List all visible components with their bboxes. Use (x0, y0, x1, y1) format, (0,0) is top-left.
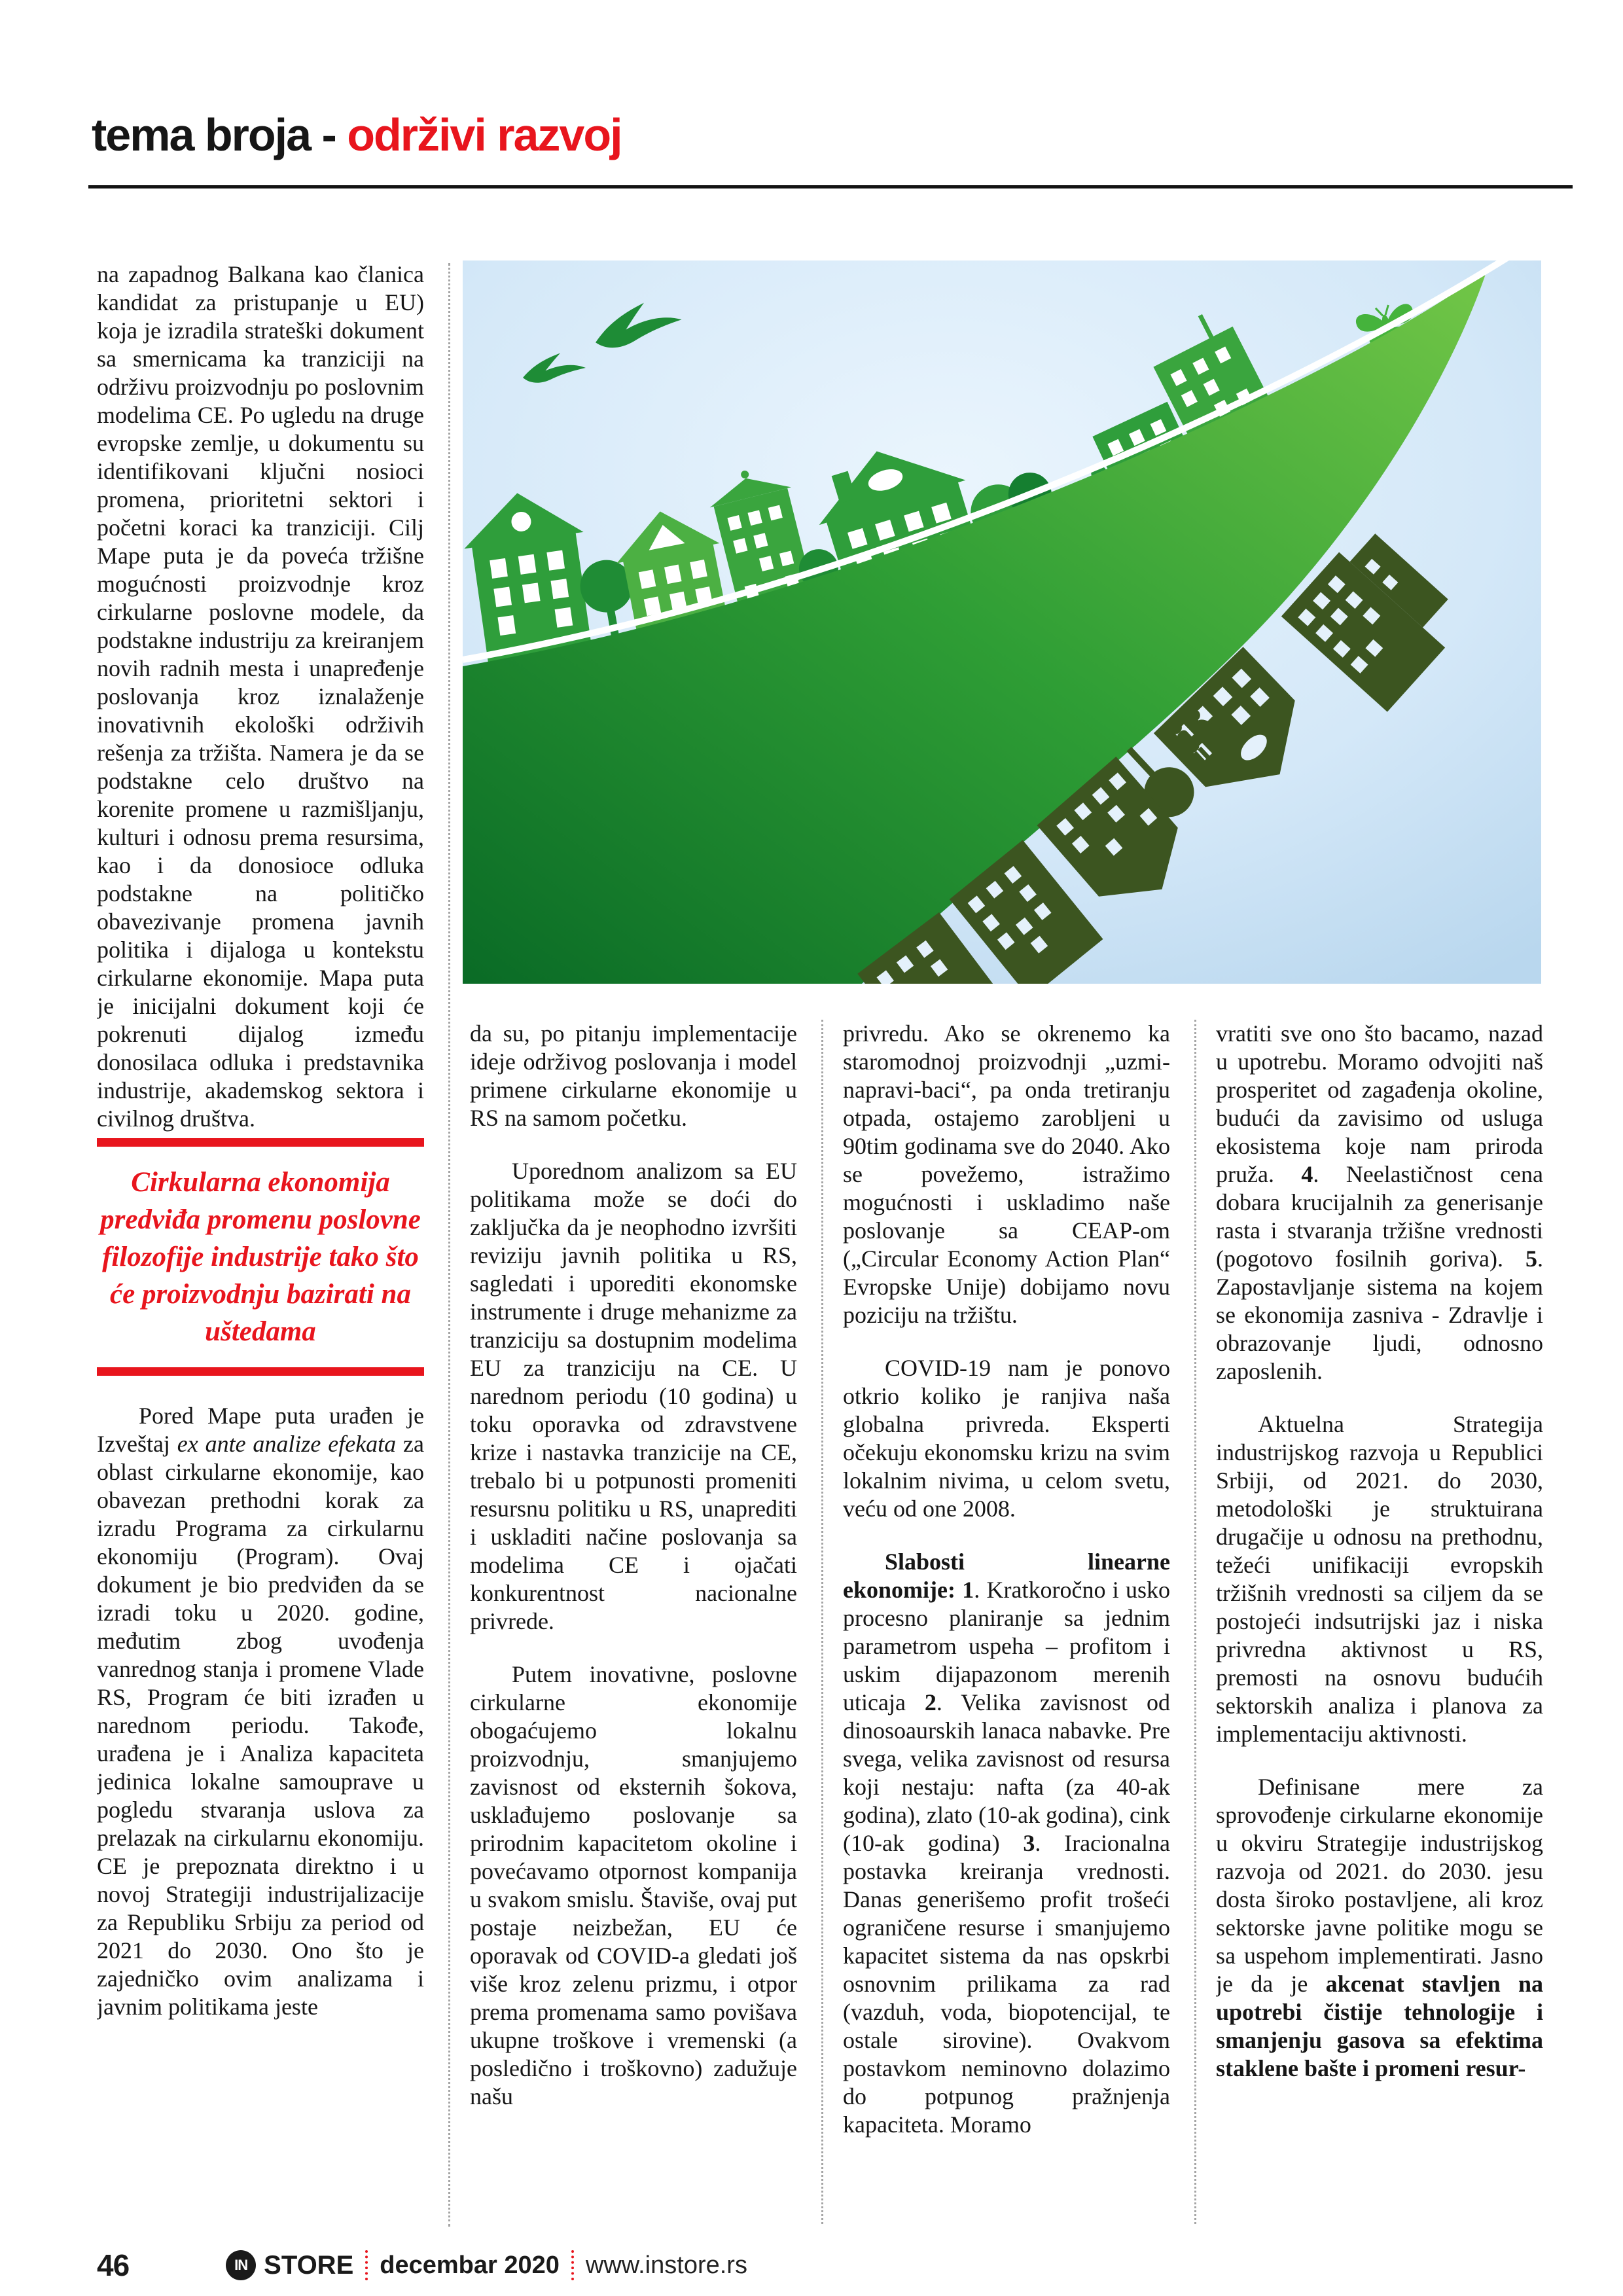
paragraph: Definisane mere za sprovođenje cirkularne ekonomije u okviru Strategije industrijskog razvoja od 2021. do 2030. jesu dosta široko postavljene, ali kroz sektorske javne politike mogu se sa uspehom implementirati. Jasno je da je akcenat stavljen na upotrebi čistije tehnologije i smanjenju gasova sa efektima staklene bašte i promeni resur- (1216, 1774, 1543, 2081)
column-separator (448, 263, 450, 2227)
paragraph: Pored Mape puta urađen je Izveštaj ex ante analize efekata za oblast cirkularne ekonomije, kao obavezan prethodni korak za izradu Programa za cirkularnu ekonomiju (Program). Ovaj dokument je bio predviđen da se izradi toku u 2020. godine, međutim zbog uvođenja vanrednog stanja i promene Vlade RS, Program će biti izrađen u narednom periodu. Takođe, urađena je i Analiza kapaciteta jedinica lokalne samouprave u pogledu stvaranja uslova za prelazak na cirkularnu ekonomiju. CE je prepoznata direktno i u novoj Strategiji industrijalizacije za Republiku Srbiju za period od 2021 do 2030. Ono što je zajedničko ovim analizama i javnim politikama jeste (97, 1403, 424, 2020)
page-footer (97, 2248, 747, 2283)
quote-rule-bottom (97, 1367, 424, 1376)
instore-logo-icon: IN (226, 2250, 256, 2280)
column-flow (97, 1402, 424, 2021)
paragraph: privredu. Ako se okrenemo ka staromodnoj proizvodnji „uzmi-napravi-baci“, pa onda tretiranju otpada, ostajemo zarobljeni u 90tim godinama sve do 2040. Ako se povežemo, istražimo mogućnosti i uskladimo naše poslovanje sa CEAP-om („Circular Economy Action Plan“ Evropske Unije) dobijamo novu poziciju na tržištu. (843, 1020, 1170, 1328)
article-column-1 (97, 260, 424, 2231)
paragraph: Slabosti linearne ekonomije: 1. Kratkoročno i usko procesno planiranje sa jednim parametrom uspeha – profitom i uskim dijapazonom merenih uticaja 2. Velika zavisnost od dinosoaurskih lanaca nabavke. Pre svega, velika zavisnost od resursa koji nestaju: nafta (za 40-ak godina), zlato (10-ak godina), cink (10-ak godina) 3. Iracionalna postavka kreiranja vrednosti. Danas generišemo profit trošeći ograničene resurse i smanjujemo kapacitet sistema da nas opskrbi osnovnim prilikama za rad (vazduh, voda, biopotencijal, te ostale sirovine). Ovakvom postavkom neminovno dolazimo do potpunog pražnjenja kapaciteta. Moramo (843, 1549, 1170, 2138)
paragraph: Aktuelna Strategija industrijskog razvoja u Republici Srbiji, od 2021. do 2030, metodološki je struktuirana drugačije u odnosu na prethodnu, težeći unifikaciji evropskih tržišnih vrednosti sa ciljem da se postojeći indsutrijski jaz i niska privredna aktivnost u RS, premosti na osnovu budućih sektorskih analiza i planova za implementaciju aktivnosti. (1216, 1411, 1543, 1747)
pull-quote-text: Cirkularna ekonomija predviđa promenu poslovne filozofije industrije tako što će proizvodnju bazirati na uštedama (100, 1167, 421, 1347)
eco-city-illustration (463, 260, 1541, 984)
article-column-4 (1216, 1020, 1543, 2229)
header-rule (88, 185, 1573, 188)
paragraph: Uporednom analizom sa EU politikama može se doći do zaključka da je neophodno izvršiti reviziju javnih politika u RS, sagledati i uporediti ekonomske instrumente i druge mehanizme za tranziciju sa dostupnim modelima EU za tranziciju na CE. U narednom periodu (10 godina) u toku oporavka od zdravstvene krize i nastavka tranzicije na CE, trebalo bi u potpunosti promeniti resursnu politiku u RS, unaprediti i uskladiti načine poslovanja sa modelima CE i ojačati konkurentnost nacionalne privrede. (470, 1158, 797, 1634)
article-column-3 (843, 1020, 1170, 2229)
page-title (92, 109, 622, 161)
paragraph: vratiti sve ono što bacamo, nazad u upotrebu. Moramo odvojiti naš prosperitet od zagađenja okoline, budući da zavisimo od usluga ekosistema koje nam priroda pruža. 4. Neelastičnost cena dobara krucijalnih za generisanje rasta i stvaranja tržišne vrednosti (pogotovo fosilnih goriva). 5. Zapostavljanje sistema na kojem se ekonomija zasniva - Zdravlje i obrazovanje ljudi, odnosno zaposlenih. (1216, 1020, 1543, 1384)
page-title-red: održivi razvoj (347, 109, 622, 160)
pull-quote (97, 1138, 424, 1376)
magazine-brand (226, 2250, 747, 2280)
footer-separator (365, 2250, 368, 2280)
paragraph: COVID-19 nam je ponovo otkrio koliko je ranjiva naša globalna privreda. Eksperti očekuju ekonomsku krizu na svim lokalnim nivima, u celom svetu, veću od one 2008. (843, 1355, 1170, 1522)
issue-date: decembar 2020 (380, 2251, 560, 2279)
magazine-name: STORE (264, 2250, 354, 2280)
page-number: 46 (97, 2248, 130, 2282)
column-separator (821, 1020, 823, 2224)
paragraph: na zapadnog Balkana kao članica kandidat za pristupanje u EU) koja je izradila strateški dokument sa smernicama ka tranziciji na održivu proizvodnju po poslovnim modelima CE. Po ugledu na druge evropske zemlje, u dokumentu su identifikovani ključni nosioci promena, prioritetni sektori i početni koraci ka tranziciji. Cilj Mape puta je da poveća tržišne mogućnosti proizvodnje kroz cirkularne poslovne modele, da podstakne industriju za kreiranjem novih radnih mesta i unapređenje poslovanja kroz iznalaženje inovativnih ekološki održivih rešenja za tržišta. Namera je da se podstakne celo društvo na korenite promene u razmišljanju, kulturi i odnosu prema resursima, kao i da donosioce odluka podstakne na političko obavezivanje promena javnih politika i dijaloga u kontekstu cirkularne ekonomije. Mapa puta je inicijalni dokument koji će pokrenuti dijalog između donosilaca odluka i predstavnika industrije, akademskog sektora i civilnog društva. (97, 261, 424, 1132)
footer-separator (571, 2250, 574, 2280)
article-column-2 (470, 1020, 797, 2229)
column-flow (97, 260, 424, 1133)
website-link[interactable]: www.instore.rs (585, 2251, 747, 2279)
paragraph: Putem inovativne, poslovne cirkularne ekonomije obogaćujemo lokalnu proizvodnju, smanjujemo zavisnost od eksternih šokova, usklađujemo poslovanje sa prirodnim kapacitetom okoline i povećavamo otpornost kompanija u svakom smislu. Štaviše, ovaj put postaje neizbežan, EU će oporavak od COVID-a gledati još više kroz zelenu prizmu, i otpor prema promenama samo povišava ukupne troškove i vremenski (a posledično i troškovno) zadužuje našu (470, 1661, 797, 2109)
quote-rule-top (97, 1138, 424, 1147)
paragraph: da su, po pitanju implementacije ideje održivog poslovanja i model primene cirkularne ekonomije u RS na samom početku. (470, 1020, 797, 1131)
page-title-black: tema broja - (92, 109, 348, 160)
column-separator (1194, 1020, 1196, 2224)
